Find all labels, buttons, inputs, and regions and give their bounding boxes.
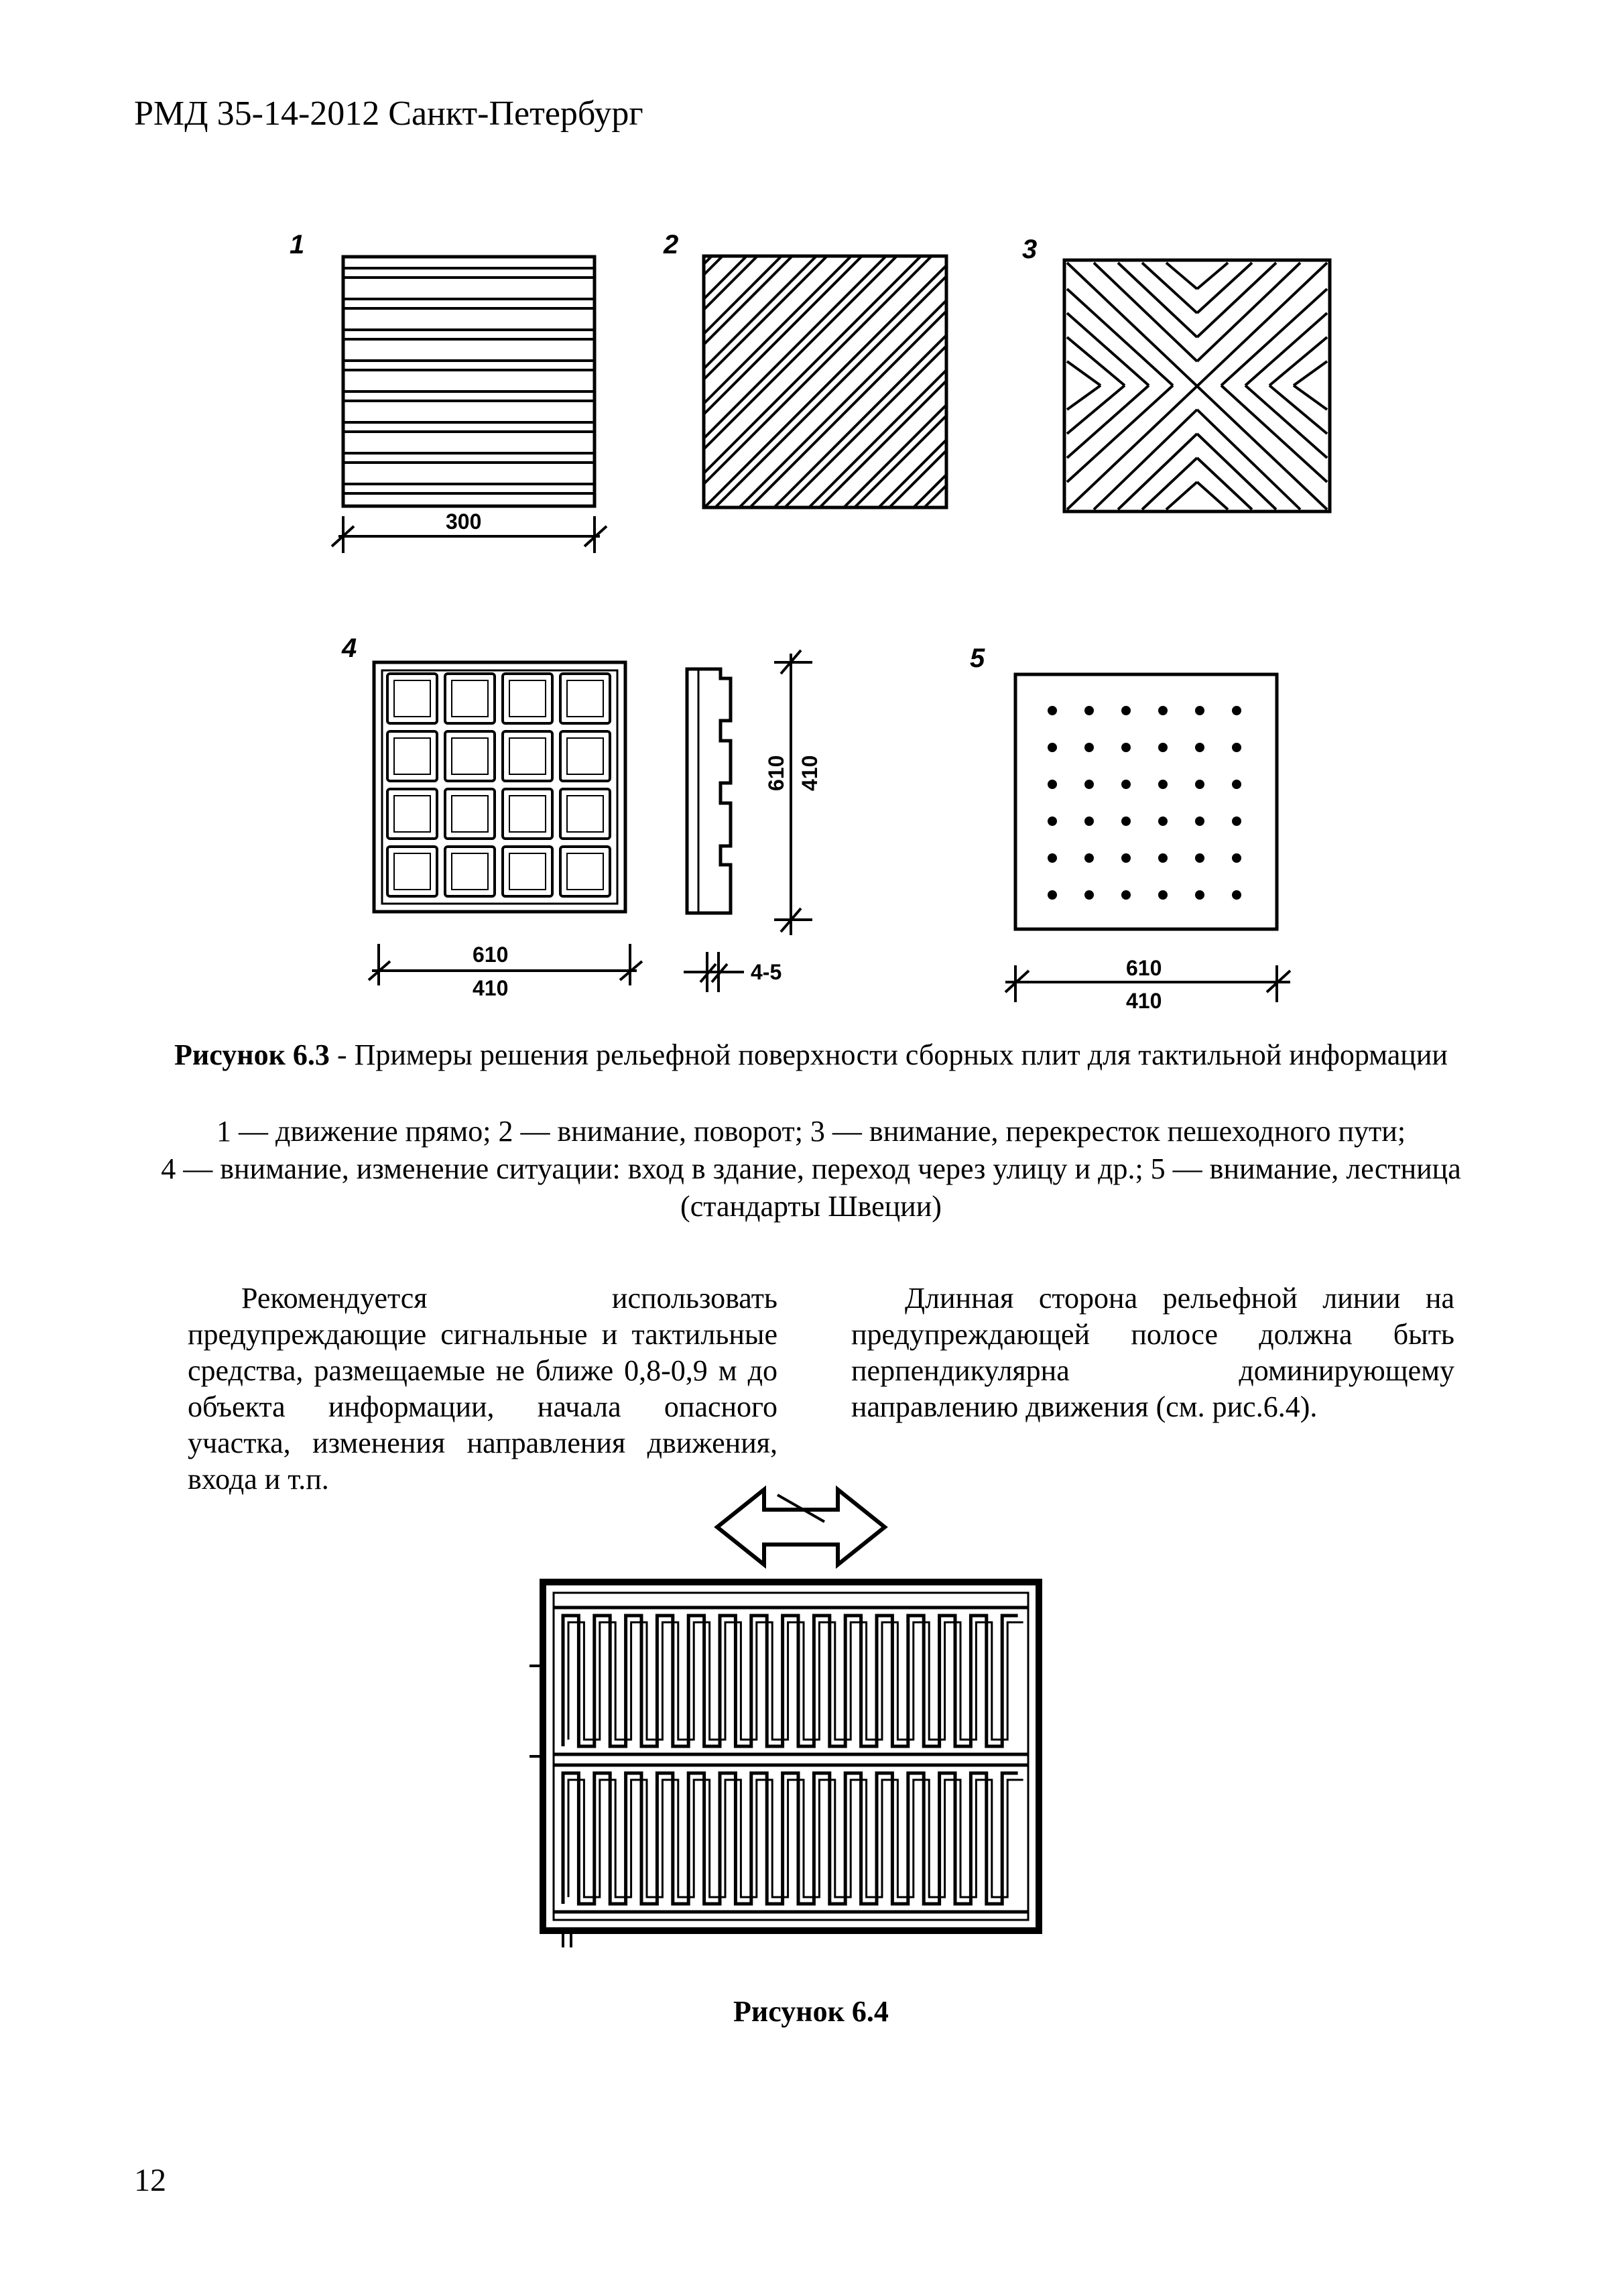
paragraph-right: Длинная сторона рельефной линии на предупреждающей полосе должна быть перпендикулярна доминирующему направлению движения (см. рис.6.4). [851,1282,1454,1423]
paragraph-left: Рекомендуется использовать предупреждающие сигнальные и тактильные средства, размещаемые не ближе 0,8-0,9 м до объекта информации, начала опасного участка, изменения направления движения, входа и т.п. [188,1282,777,1496]
legend-line-1: 1 — движение прямо; 2 — внимание, поворот; 3 — внимание, перекресток пешеходного пути; [216,1115,1406,1148]
tile-number-1: 1 [290,230,305,259]
page-header: РМД 35-14-2012 Санкт-Петербург [134,95,643,133]
dim-profile-inner: 410 [798,755,822,791]
page-number: 12 [134,2163,166,2198]
dim-tile5-outer: 610 [1126,956,1162,980]
double-arrow-icon [717,1490,885,1565]
tile-frame [543,1582,1039,1931]
tile-number-5: 5 [970,644,985,673]
dim-tile1-width: 300 [446,509,482,534]
dim-tile4-outer: 610 [473,943,509,967]
dim-profile-outer: 610 [764,755,788,791]
tile-number-3: 3 [1022,235,1038,264]
dim-tile5-inner: 410 [1126,989,1162,1013]
dim-profile-depth: 4-5 [751,960,782,984]
figure-6-3-label: Рисунок 6.3 [174,1038,330,1071]
figure-6-4-caption: Рисунок 6.4 [733,1995,889,2028]
tile-number-4: 4 [342,633,357,663]
dim-tile4-inner: 410 [473,976,509,1000]
figure-6-3-caption-text: - Примеры решения рельефной поверхности сборных плит для тактильной информации [329,1038,1448,1071]
legend-line-2: 4 — внимание, изменение ситуации: вход в здание, переход через улицу и др.; 5 — внимание, лестница (стандарты Швеции) [161,1152,1461,1223]
tile-number-2: 2 [664,230,679,259]
